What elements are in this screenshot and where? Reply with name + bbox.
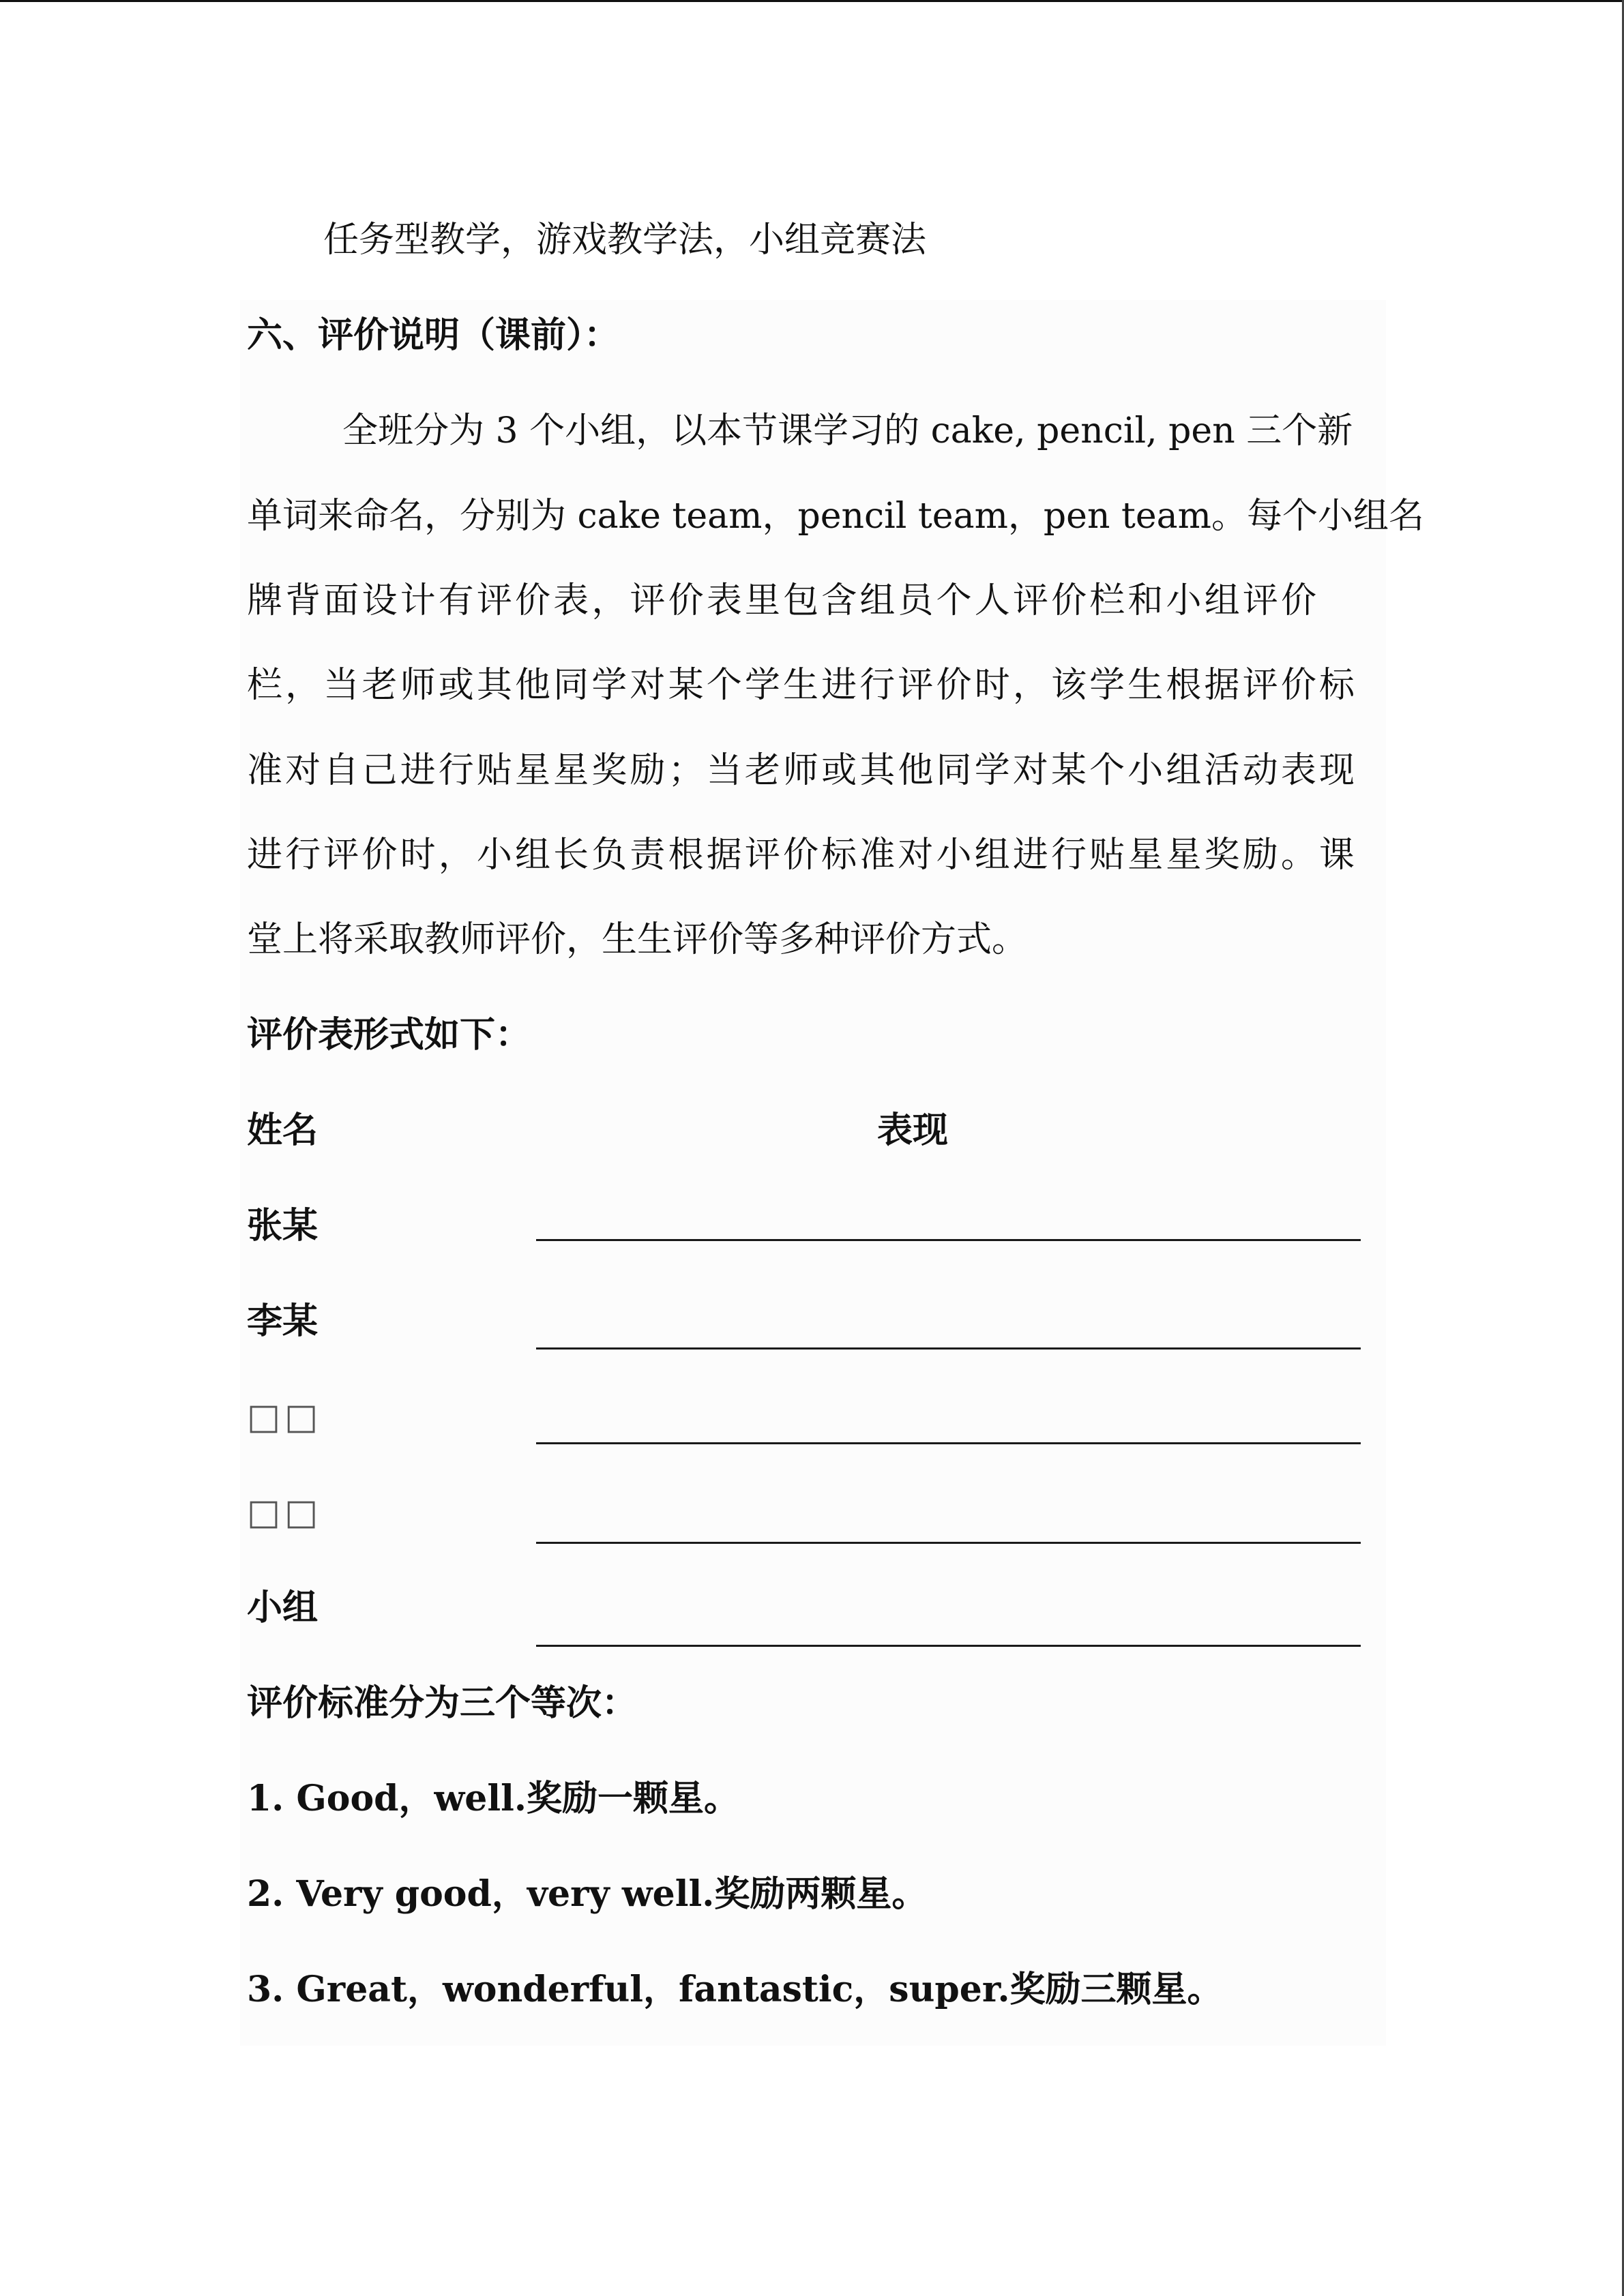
eval-header-name: 姓名 — [247, 1109, 319, 1151]
section-heading: 六、评价说明（课前）： — [247, 314, 620, 356]
eval-row-name: 张某 — [247, 1205, 319, 1247]
eval-row-blank[interactable] — [536, 1347, 1361, 1350]
eval-row-name: □□ — [247, 1492, 323, 1533]
eval-row-blank[interactable] — [536, 1645, 1361, 1647]
criteria-item-1: 1. Good，well.奖励一颗星。 — [247, 1778, 739, 1819]
eval-row-name: □□ — [247, 1397, 323, 1437]
paragraph-line-6: 进行评价时，小组长负责根据评价标准对小组进行贴星星奖励。课 — [247, 835, 1355, 876]
eval-row-blank[interactable] — [536, 1442, 1361, 1444]
teaching-methods-line: 任务型教学，游戏教学法，小组竞赛法 — [323, 220, 927, 260]
criteria-intro: 评价标准分为三个等次： — [247, 1682, 638, 1724]
eval-row-blank[interactable] — [536, 1542, 1361, 1544]
criteria-item-3: 3. Great，wonderful，fantastic，super.奖励三颗星。 — [247, 1969, 1223, 2010]
paragraph-line-3: 牌背面设计有评价表，评价表里包含组员个人评价栏和小组评价 — [247, 580, 1316, 621]
eval-row-name: 李某 — [247, 1300, 319, 1342]
paragraph-line-5: 准对自己进行贴星星奖励；当老师或其他同学对某个小组活动表现 — [247, 750, 1355, 791]
paragraph-line-4: 栏，当老师或其他同学对某个学生进行评价时，该学生根据评价标 — [247, 665, 1355, 706]
paragraph-line-2: 单词来命名，分别为 cake team，pencil team，pen team。每个小组名 — [247, 496, 1424, 537]
eval-header-performance: 表现 — [877, 1109, 949, 1151]
eval-row-blank[interactable] — [536, 1239, 1361, 1241]
page-top-border — [0, 0, 1624, 2]
eval-form-intro: 评价表形式如下： — [247, 1014, 531, 1056]
criteria-item-2: 2. Very good，very well.奖励两颗星。 — [247, 1873, 928, 1915]
paragraph-line-7: 堂上将采取教师评价，生生评价等多种评价方式。 — [247, 919, 1028, 960]
eval-row-name: 小组 — [247, 1587, 319, 1628]
paragraph-line-1: 全班分为 3 个小组，以本节课学习的 cake, pencil, pen 三个新 — [342, 411, 1353, 451]
